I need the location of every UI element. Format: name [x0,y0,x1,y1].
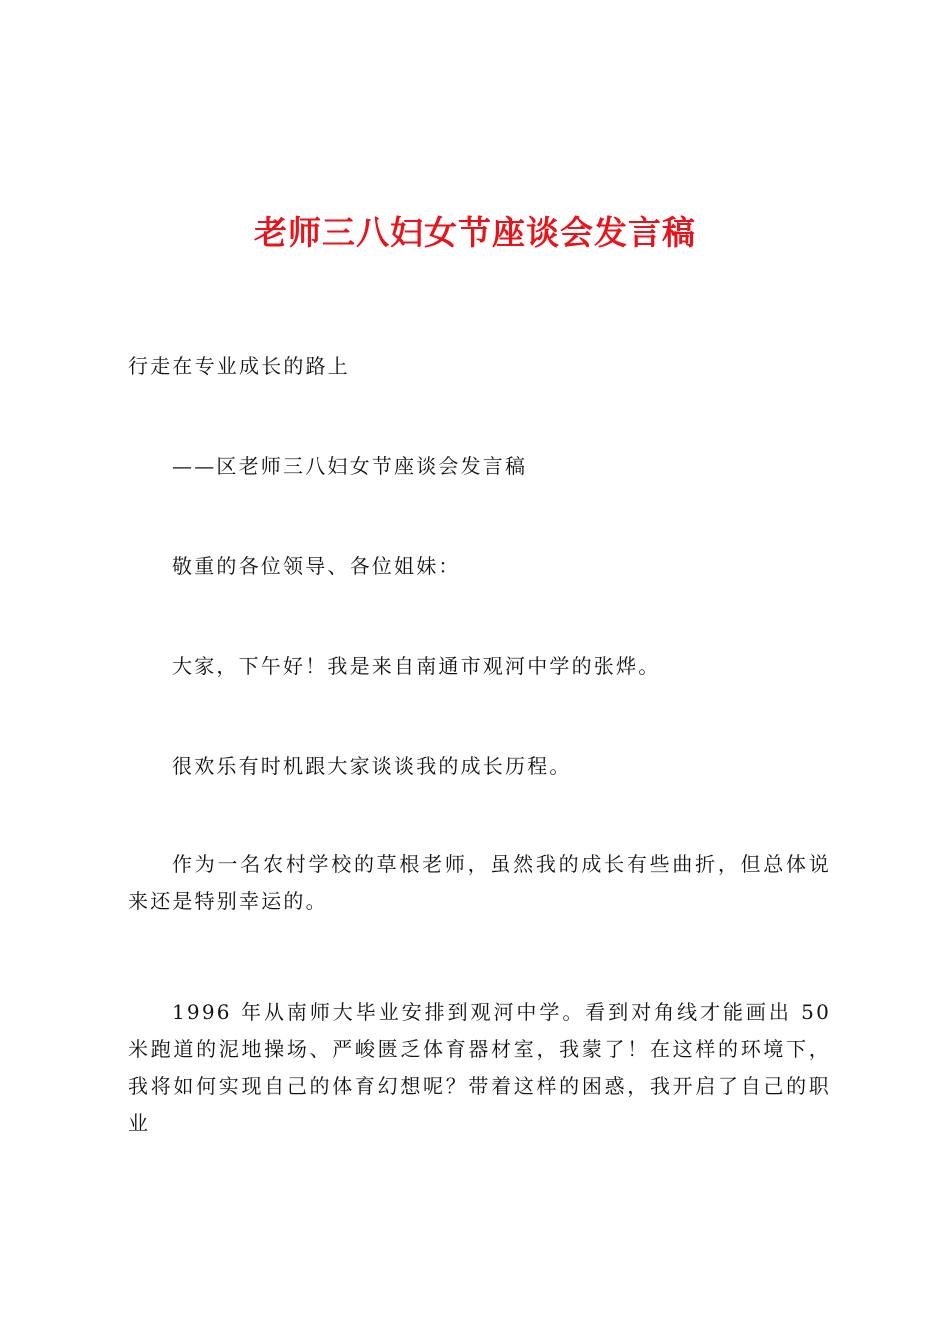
speech-subtitle: ——区老师三八妇女节座谈会发言稿 [172,454,528,478]
greeting-paragraph: 大家，下午好！我是来自南通市观河中学的张烨。 [172,654,661,678]
document-title: 老师三八妇女节座谈会发言稿 [254,213,696,252]
body-paragraph: 作为一名农村学校的草根老师，虽然我的成长有些曲折，但总体说来还是特别幸运的。 [128,852,831,913]
body-paragraph: 1996 年从南师大毕业安排到观河中学。看到对角线才能画出 50 米跑道的泥地操场、严峻匮乏体育器材室，我蒙了！在这样的环境下，我将如何实现自己的体育幻想呢？带着这样的困惑，我开启了自己的职业 [128,1000,831,1135]
intro-paragraph: 很欢乐有时机跟大家谈谈我的成长历程。 [172,754,572,778]
speech-heading: 行走在专业成长的路上 [128,354,350,378]
salutation: 敬重的各位领导、各位姐妹： [172,554,461,578]
